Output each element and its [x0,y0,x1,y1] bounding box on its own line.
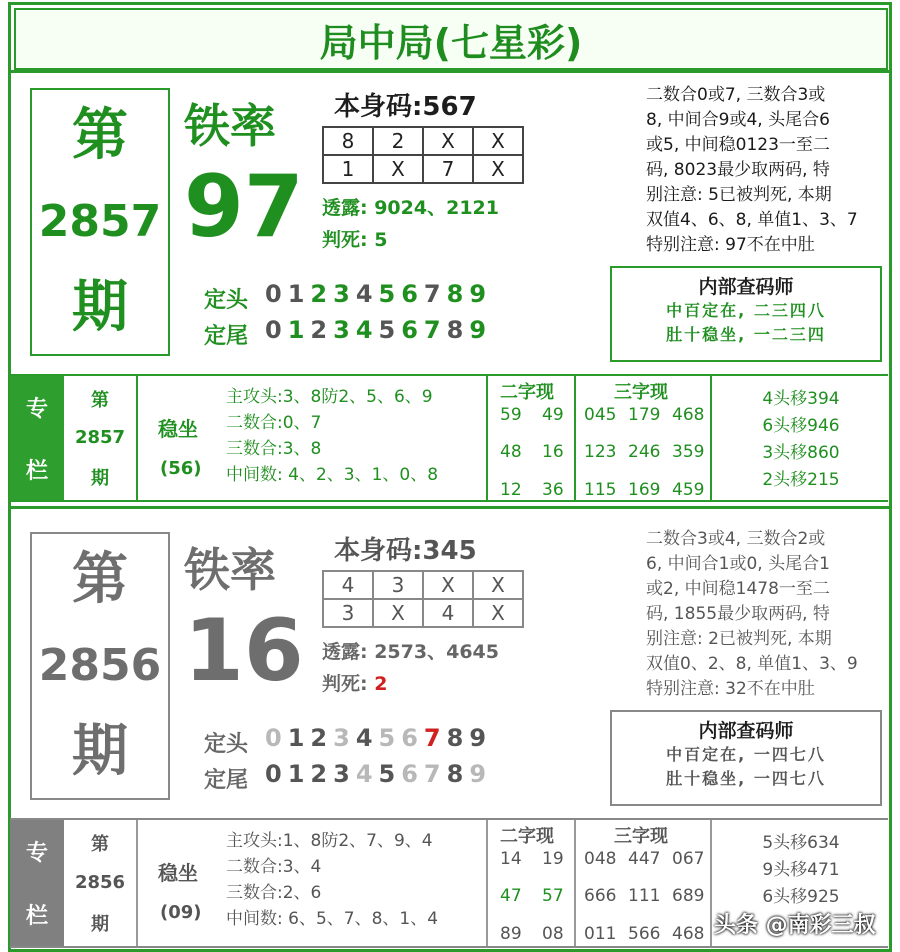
divider [710,820,712,946]
erzi-cell: 59 [500,405,522,425]
wenzuo-label: 稳坐 [158,861,198,885]
digit: 0 [265,316,288,344]
zl-line: 二数合:0、7 [226,413,322,433]
digit: 7 [423,316,447,344]
zl-line: 三数合:3、8 [226,439,322,459]
zhuanlan-char: 专 [25,841,48,866]
digit: 4 [355,280,379,308]
digit: 2 [310,724,334,752]
divider [710,376,712,500]
yi-item: 4头移394 [762,389,840,409]
digit: 1 [287,280,311,308]
grid-row [323,155,523,183]
erzi-cell: 14 [500,849,522,869]
issue-suffix: 期 [72,275,128,340]
yi-item: 6头移925 [762,887,840,907]
sanzi-cell: 459 [672,480,705,500]
sanzi-cell: 359 [672,442,705,462]
note-line: 二数合3或4, 三数合2或 [646,529,826,549]
rate-value: 16 [184,601,304,701]
sanzi-cell: 179 [628,405,661,425]
zl-issue-part: 期 [91,913,109,935]
inside-line: 肚十稳坐, 一四七八 [666,769,826,788]
digit: 5 [378,724,402,752]
issue-box [30,532,170,800]
grid-cell: X [373,599,423,627]
digit: 3 [333,316,356,344]
grid-cell: X [473,155,523,183]
sanzi-cell: 169 [628,480,661,500]
zhuanlan-char: 栏 [25,904,48,929]
grid-cell: 8 [323,127,373,155]
grid-cell: X [473,571,523,599]
grid-row [323,599,523,627]
yi-item: 9头移471 [762,860,840,880]
erzi-cell: 47 [500,886,522,906]
zhuanlan-char: 栏 [25,458,48,484]
zhuanlan-label [10,376,64,500]
zl-issue-part: 第 [91,389,109,411]
erzi-cell: 08 [542,924,564,944]
note-line: 6, 中间合1或0, 头尾合1 [646,554,830,574]
grid-cell: 1 [323,155,373,183]
digit: 2 [310,760,334,788]
analysis-notes [646,83,882,258]
grid-row [323,127,523,155]
erzi-cell: 36 [542,480,564,500]
pansi-row [322,225,387,252]
sanzi-cell: 011 [584,924,617,944]
sanzi-title: 三字现 [614,826,668,847]
erzi-title: 二字现 [500,826,554,847]
yi-list [716,386,886,494]
dingwei-label: 定尾 [204,324,249,349]
sanzi-cell: 666 [584,886,617,906]
zl-issue-part: 期 [91,468,109,490]
zl-lines [226,828,438,932]
zl-line: 中间数: 4、2、3、1、0、8 [226,465,439,485]
digit: 6 [401,280,424,308]
page-title: 局中局(七星彩) [14,8,888,70]
note-line: 别注意: 5已被判死, 本期 [646,185,832,205]
sanzi-cell: 123 [584,442,617,462]
zl-issue-part: 第 [91,834,109,856]
issue-prefix: 第 [72,547,128,612]
digit: 1 [287,760,311,788]
tielv-label: 铁率 [184,99,276,153]
inside-title: 内部查码师 [698,276,794,298]
grid-cell: 3 [323,599,373,627]
tielv-label: 铁率 [184,543,276,597]
section-divider [8,506,892,509]
note-line: 别注意: 2已被判死, 本期 [646,629,832,649]
erzi-cell: 49 [542,405,564,425]
pansi-label: 判死: [322,673,368,695]
dingtou-digits [265,280,492,308]
divider [486,820,488,946]
issue-suffix: 期 [72,719,128,784]
digit: 8 [446,316,470,344]
digit: 5 [378,280,402,308]
analysis-notes [646,527,882,702]
digit: 8 [446,760,470,788]
sanzi-cell: 111 [628,886,661,906]
dingwei-digits [265,760,492,788]
digit: 4 [355,724,379,752]
wenzuo-value: (56) [160,458,202,479]
erzi-cell: 16 [542,442,564,462]
yi-item: 2头移215 [762,470,840,490]
pansi-value: 2 [374,673,388,695]
digit: 5 [378,760,402,788]
zl-line: 主攻头:3、8防2、5、6、9 [226,387,433,407]
grid-cell: 3 [373,571,423,599]
watermark: 头条 @南彩三叔 [714,913,876,938]
issue-box [30,88,170,356]
benshen-code: 本身码:567 [334,92,477,122]
grid-cell: X [423,571,473,599]
rate-value: 97 [184,157,304,257]
digit: 0 [265,280,288,308]
grid-cell: X [423,127,473,155]
digit: 8 [446,280,470,308]
digit: 9 [469,316,493,344]
zhuanlan-char: 专 [25,396,48,422]
note-line: 特别注意: 97不在中肚 [646,235,815,255]
issue-prefix: 第 [72,103,128,168]
digit: 7 [423,760,447,788]
zl-issue [64,822,136,944]
digit: 7 [423,724,447,752]
zl-issue-part: 2856 [74,872,126,894]
inside-title: 内部查码师 [698,720,794,742]
grid-cell: X [473,599,523,627]
note-line: 码, 1855最少取两码, 特 [646,604,830,624]
wenzuo-label: 稳坐 [158,417,198,441]
sanzi-cell: 447 [628,849,661,869]
digit: 9 [469,724,493,752]
digit: 9 [469,280,493,308]
section-divider [8,70,892,73]
sanzi-cell: 689 [672,886,705,906]
sanzi-cell: 048 [584,849,617,869]
digit: 1 [287,316,311,344]
erzi-cell: 48 [500,442,522,462]
sanzi-cell: 045 [584,405,617,425]
benshen-code: 本身码:345 [334,536,477,566]
digit: 0 [265,760,288,788]
yi-item: 6头移946 [762,416,840,436]
yi-item: 5头移634 [762,833,840,853]
grid-cell: 7 [423,155,473,183]
grid-cell: X [473,127,523,155]
code-grid [322,126,524,184]
note-line: 双值0、2、8, 单值1、3、9 [646,654,858,674]
digit: 9 [469,760,493,788]
digit: 8 [446,724,470,752]
erzi-cell: 89 [500,924,522,944]
sanzi-title: 三字现 [614,382,668,403]
inside-line: 中百定在, 二三四八 [666,301,826,320]
pansi-value: 5 [374,229,388,251]
digit: 6 [401,760,424,788]
digit: 3 [333,724,356,752]
issue-number: 2857 [38,196,162,247]
issue-number: 2856 [38,640,162,691]
erzi-title: 二字现 [500,382,554,403]
divider [486,376,488,500]
digit: 3 [333,280,356,308]
digit: 2 [310,280,334,308]
dingtou-label: 定头 [204,288,249,313]
pansi-label: 判死: [322,229,368,251]
divider [574,820,576,946]
digit: 6 [401,724,424,752]
grid-cell: 4 [323,571,373,599]
zl-issue-part: 2857 [74,427,126,449]
dingtou-label: 定头 [204,732,249,757]
zl-line: 三数合:2、6 [226,883,322,903]
note-line: 8, 中间合9或4, 头尾合6 [646,110,830,130]
sanzi-cell: 115 [584,480,617,500]
erzi-cell: 19 [542,849,564,869]
zl-line: 中间数: 6、5、7、8、1、4 [226,909,439,929]
grid-cell: 2 [373,127,423,155]
note-line: 二数合0或7, 三数合3或 [646,85,826,105]
note-line: 特别注意: 32不在中肚 [646,679,815,699]
wenzuo-value: (09) [160,902,202,923]
inside-box [610,710,882,806]
sanzi-cell: 468 [672,924,705,944]
inside-line: 中百定在, 一四七八 [666,745,826,764]
note-line: 双值4、6、8, 单值1、3、7 [646,210,858,230]
grid-cell: X [373,155,423,183]
zl-line: 二数合:3、4 [226,857,322,877]
note-line: 码, 8023最少取两码, 特 [646,160,830,180]
note-line: 或5, 中间稳0123一至二 [646,135,830,155]
digit: 0 [265,724,288,752]
sanzi-cell: 468 [672,405,705,425]
divider [136,820,138,946]
dingwei-label: 定尾 [204,768,249,793]
digit: 3 [333,760,356,788]
digit: 5 [378,316,402,344]
digit: 2 [310,316,334,344]
yi-item: 3头移860 [762,443,840,463]
sanzi-cell: 246 [628,442,661,462]
code-grid [322,570,524,628]
inside-line: 肚十稳坐, 一二三四 [666,325,826,344]
erzi-cell: 57 [542,886,564,906]
sanzi-cell: 067 [672,849,705,869]
grid-cell: 4 [423,599,473,627]
toulu-text: 透露: 9024、2121 [322,197,499,219]
zhuanlan-label [10,820,64,946]
erzi-cell: 12 [500,480,522,500]
pansi-row [322,669,387,696]
toulu-text: 透露: 2573、4645 [322,641,499,663]
yi-list [716,830,886,911]
dingwei-digits [265,316,492,344]
sanzi-cell: 566 [628,924,661,944]
digit: 4 [355,316,379,344]
zl-lines [226,384,438,488]
zl-issue [64,378,136,498]
zl-line: 主攻头:1、8防2、7、9、4 [226,831,433,851]
digit: 6 [401,316,424,344]
note-line: 或2, 中间稳1478一至二 [646,579,830,599]
inside-box [610,266,882,362]
digit: 4 [355,760,379,788]
divider [136,376,138,500]
digit: 7 [423,280,447,308]
divider [574,376,576,500]
digit: 1 [287,724,311,752]
dingtou-digits [265,724,492,752]
grid-row [323,571,523,599]
